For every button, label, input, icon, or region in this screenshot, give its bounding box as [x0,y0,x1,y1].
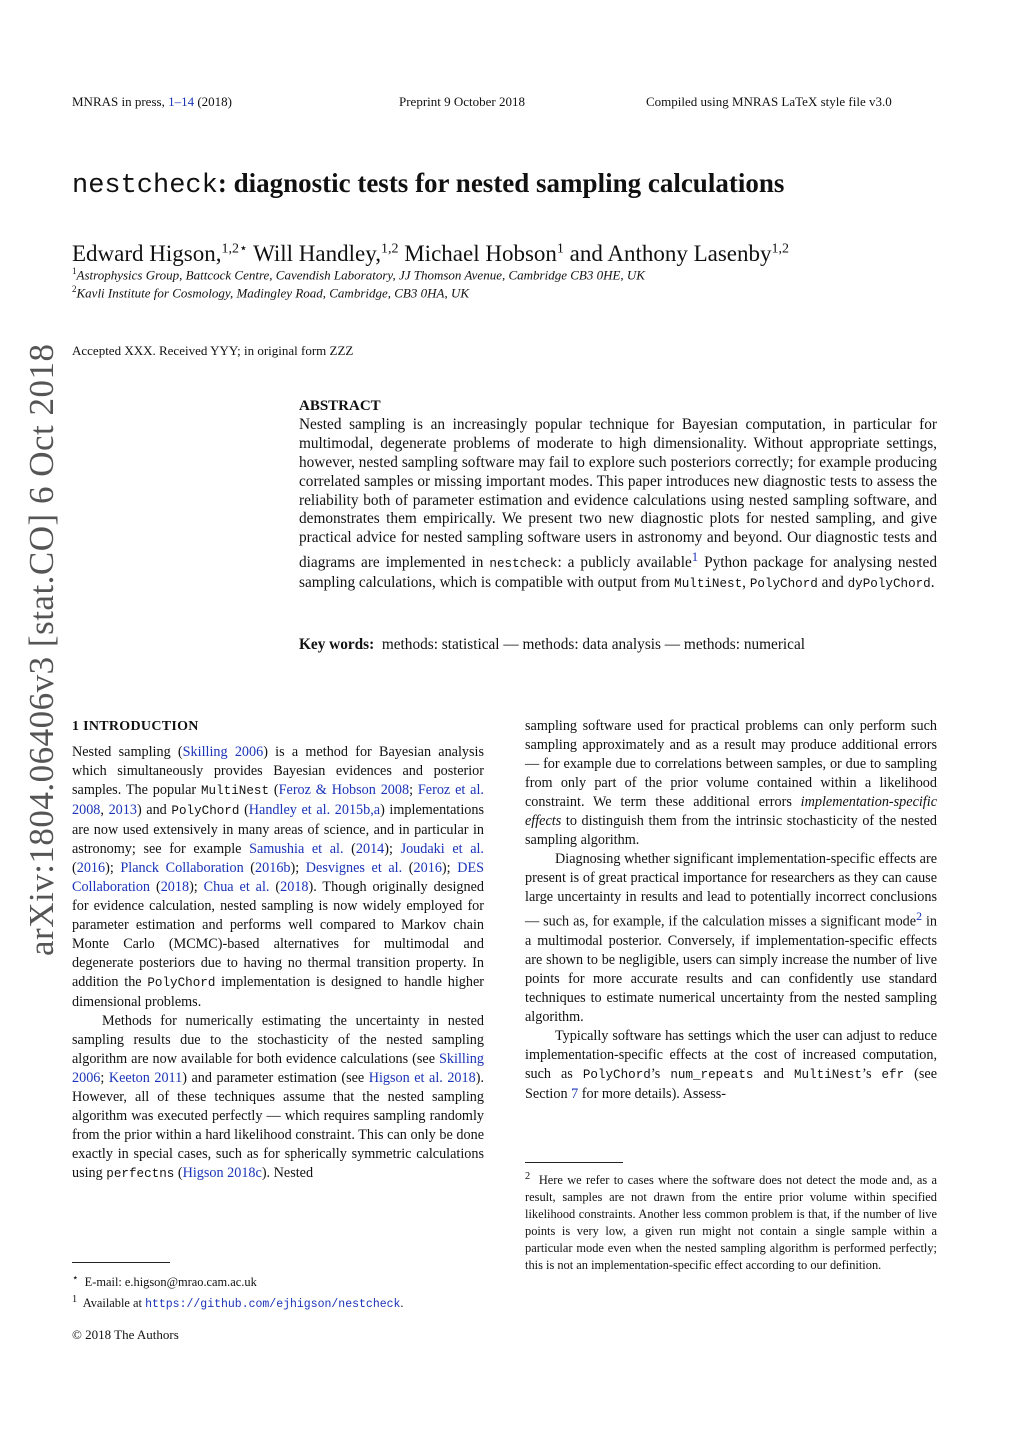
section-heading: 1 INTRODUCTION [72,719,199,734]
text-run: ). However, all of these techniques assume that the nested sampling algorithm was executed perfectly — which requires sampling randomly from the prior within a hard likelihood constraint. This can only be done exactly in special cases, such as for spherically symmetric calculations using [72,1070,484,1181]
text-run: ) is a method for Bayesian analysis which simultaneously provides Bayesian evidences and posterior samples. The popular [72,744,484,798]
text-run: ( [269,879,281,895]
keywords: Key words: methods: statistical — methods: data analysis — methods: numerical [299,636,805,653]
footnote-ref[interactable]: 1 [691,550,699,565]
text-run: implementation is designed to handle higher dimensional problems. [72,974,484,1010]
text-run: ); [189,879,204,895]
citation-link[interactable]: Feroz & Hobson 2008 [278,782,410,798]
text-run: (see Section [525,1065,937,1102]
text-run: ); [290,860,306,876]
footnote: ⋆ E-mail: e.higson@mrao.cam.ac.uk [72,1273,257,1290]
text-run: , [100,802,109,818]
text-run: ’s [650,1065,671,1082]
arxiv-stamp: arXiv:1804.06406v3 [stat.CO] 6 Oct 2018 [22,343,61,956]
paragraph [72,743,484,1012]
code-name: PolyChord [582,1067,651,1082]
footnote: $^1$ Available at https://github.com/ejhigson/nestcheck. [72,1294,404,1312]
text-run: ) and [136,802,172,818]
citation-link[interactable]: Feroz et al. 2008 [72,782,484,818]
text-run: ; [409,782,418,798]
citation-link[interactable]: Planck Collaboration [120,860,244,876]
paragraph [525,1027,937,1104]
text-run: to distinguish them from the intrinsic stochasticity of the nested sampling algorithm. [525,813,937,848]
citation-link[interactable]: Desvignes et al. [305,860,403,876]
page-range-link[interactable]: 1–14 [168,94,195,109]
abstract-body: Nested sampling is an increasingly popular technique for Bayesian computation, in particular for multimodal, degenerate problems of moderate to high dimensionality. Without appropriate settings, however, nested sampling software may fail to explore such posteriors correctly; for example producing correlated samples or missing important modes. This paper introduces new diagnostic tests to assess the reliability both of parameter estimation and evidence calculations using nested sampling software, and demonstrates them empirically. We present two new diagnostic plots for nested sampling, and give practical advice for nested sampling software users in astronomy and beyond. Our diagnostic tests and diagrams are implemented in nestcheck: a publicly available$^1$ Python package for analysing nested sampling calculations, which is compatible with output from MultiNest, PolyChord and dyPolyChord. [299,415,937,592]
right-column [525,717,937,1104]
text-run: ( [402,860,414,876]
citation-link[interactable]: DES Collaboration [72,860,485,895]
text-run: ( [243,860,256,876]
citation-link[interactable]: 2016 [76,860,106,876]
text-run: ). Nested [261,1165,314,1181]
accepted-line: Accepted XXX. Received YYY; in original form ZZZ [72,343,354,358]
citation-link[interactable]: Joudaki et al. [400,841,484,857]
paragraph [72,1012,484,1184]
left-column [72,717,484,1184]
text-run: ); [105,860,121,876]
text-run: and [753,1065,794,1082]
text-run: ( [150,879,161,895]
footnote-rule [72,1262,170,1263]
github-link[interactable]: https://github.com/ejhigson/nestcheck [145,1298,401,1312]
citation-link[interactable]: Chua et al. [203,879,270,895]
text-run: ; [100,1070,109,1086]
copyright: © 2018 The Authors [72,1327,179,1342]
citation-link[interactable]: Keeton 2011 [108,1070,183,1086]
citation-link[interactable]: Skilling 2006 [182,744,264,760]
text-run: ); [441,860,458,876]
text-run: sampling software used for practical problems can only perform such sampling approximately and as a result may produce additional errors — for example due to correlations between samples, or due to sampling from only part of the prior volume contained within a likelihood constraint. We term these additional errors [525,718,937,810]
citation-link[interactable]: Handley et al. 2015b,a [248,802,381,818]
code-name: num_repeats [670,1067,754,1082]
citation-link[interactable]: Higson et al. 2018 [368,1070,476,1086]
paper-title: nestcheck: diagnostic tests for nested sampling calculations [72,168,785,201]
code-name: PolyChord [147,976,216,990]
footnote-right: $^2$ Here we refer to cases where the software does not detect the mode and, as a result, samples are not drawn from the entire prior volume within specified likelihood constraints. Another less common problem is that, if the number of live points is very low, a given run might not contain a single sample within a particular mode even when the nested sampling algorithm is performed perfectly; this is not an implementation-specific effect according to our definition. [525,1171,938,1273]
citation-link[interactable]: 2018 [280,879,309,895]
text-run: ) and parameter estimation (see [182,1070,369,1086]
author: and Anthony Lasenby$^{1,2}$ [569,240,790,266]
text-run: ( [239,802,249,818]
paragraph [525,850,937,1027]
citation-link[interactable]: Samushia et al. [249,841,344,857]
emphasis: implementation-specific effects [525,794,937,829]
citation-link[interactable]: 2016b [255,860,291,876]
author-list [72,240,789,267]
author: Edward Higson,$^{1,2⋆}$ [72,240,248,266]
text-run: in a multimodal posterior. Conversely, if implementation-specific effects are shown to be negligible, users can simply increase the number of live points for more accurate results and can confidently use standard techniques to estimate numerical uncertainty from the nested sampling algorithm. [525,913,937,1025]
citation-link[interactable]: 2013 [108,802,137,818]
citation-link[interactable]: 2014 [355,841,385,857]
footnote-rule [525,1162,623,1163]
footnotes-left [72,1270,484,1313]
affiliation: $^1$Astrophysics Group, Battcock Centre, Cavendish Laboratory, JJ Thomson Avenue, Cambridge CB3 0HE, UK [72,266,645,283]
text-run: ) implementations are now used extensively in many areas of science, and in particular in astronomy; see for example [72,802,484,857]
text-run: ’s [862,1065,882,1082]
citation-link[interactable]: 2016 [413,860,442,876]
citation-link[interactable]: Higson 2018c [182,1165,262,1181]
paragraph [525,717,937,850]
code-name: MultiNest [793,1067,862,1082]
text-run: Methods for numerically estimating the uncertainty in nested sampling results due to the stochasticity of the nested sampling algorithm are now available for both evidence calculations (see [72,1013,484,1067]
citation-link[interactable]: 7 [571,1085,579,1102]
abstract-heading: ABSTRACT [299,398,381,414]
author: Michael Hobson$^1$ [404,240,564,266]
text-run: ). Though originally designed for evidence calculation, nested sampling is now widely employed for parameter estimation and performs well compared to Markov chain Monte Carlo (MCMC)-based alternatives for multimodal and degenerate posteriors due to having no thermal transition property. In addition the [72,879,484,990]
citation-link[interactable]: 2018 [160,879,190,895]
code-name: efr [881,1067,905,1082]
text-run: ); [384,841,401,857]
text-run: Diagnosing whether significant implementation-specific effects are present is of great practical importance for researchers as they can cause large uncertainty in results and lead to potentially incorrect conclusions — such as, for example, if the calculation misses a significant mode [525,851,937,930]
text-run: ( [269,782,279,798]
footnote-ref[interactable]: 2 [916,909,922,923]
text-run: ( [343,841,356,857]
text-run: ( [174,1165,183,1181]
running-header-journal: MNRAS in press, 1–14 (2018) [72,94,232,109]
text-run: Nested sampling ( [72,744,183,760]
compiled-note: Compiled using MNRAS LaTeX style file v3.0 [646,94,892,109]
code-name: perfectns [106,1167,175,1181]
code-name: PolyChord [171,804,240,818]
citation-link[interactable]: Skilling 2006 [72,1051,484,1086]
affiliation: $^2$Kavli Institute for Cosmology, Madingley Road, Cambridge, CB3 0HA, UK [72,284,470,301]
author: Will Handley,$^{1,2}$ [253,240,399,266]
text-run: ( [72,860,77,876]
abstract [299,397,937,594]
preprint-date: Preprint 9 October 2018 [399,94,526,109]
code-name: MultiNest [201,784,270,798]
text-run: for more details). Assess- [578,1085,726,1102]
text-run: Typically software has settings which the user can adjust to reduce implementation-specific effects at the cost of increased computation, such as [525,1027,937,1082]
